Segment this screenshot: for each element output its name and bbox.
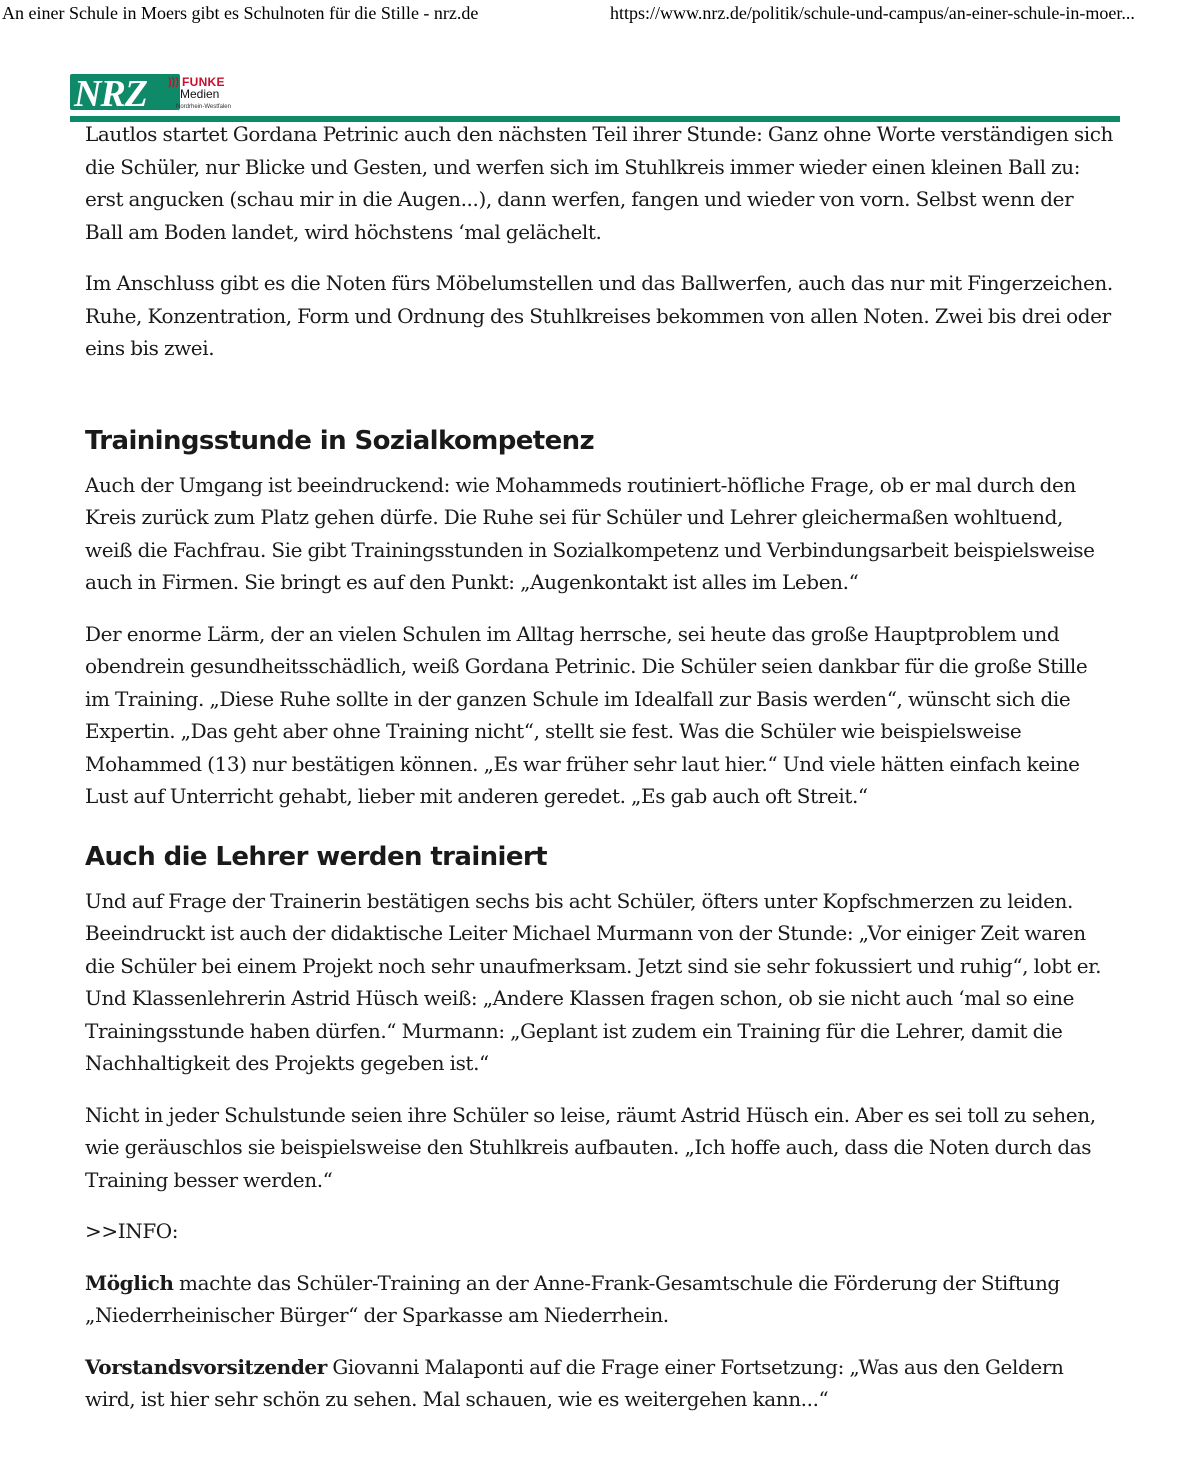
lead-word: Möglich bbox=[85, 1270, 174, 1295]
nrz-logo-box bbox=[70, 73, 180, 115]
lead-word: Vorstandsvorsitzender bbox=[85, 1354, 327, 1379]
paragraph: Lautlos startet Gordana Petrinic auch den nächsten Teil ihrer Stunde: Ganz ohne Worte verständigen sich die Schüler, nur Blicke und Gesten, und werfen sich im Stuhlkreis immer wieder einen kleinen Ball zu: erst angucken (schau mir in die Augen...), dann werfen, fangen und wieder von vorn. Selbst wenn der Ball am Boden landet, wird höchstens ‘mal gelächelt. bbox=[85, 122, 1114, 244]
paragraph: Im Anschluss gibt es die Noten fürs Möbelumstellen und das Ballwerfen, auch das nur mit Fingerzeichen. Ruhe, Konzentration, Form und Ordnung des Stuhlkreises bekommen von allen Noten. Zwei bis drei oder eins bis zwei. bbox=[85, 271, 1113, 360]
section-heading: Trainingsstunde in Sozialkompetenz bbox=[85, 425, 595, 456]
signal-icon: ))) bbox=[168, 76, 179, 88]
article-body bbox=[85, 118, 1115, 1435]
region-label: Nordrhein-Westfalen bbox=[176, 104, 231, 110]
paragraph bbox=[85, 1267, 1115, 1332]
nrz-logo[interactable] bbox=[70, 72, 270, 120]
paragraph: Der enorme Lärm, der an vielen Schulen im Alltag herrsche, sei heute das große Hauptproblem und obendrein gesundheitsschädlich, weiß Gordana Petrinic. Die Schüler seien dankbar für die große Stille im Training. „Diese Ruhe sollte in der ganzen Schule im Idealfall zur Basis werden“, wünscht sich die Expertin. „Das geht aber ohne Training nicht“, stellt sie fest. Was die Schüler wie beispielsweise Mohammed (13) nur bestätigen können. „Es war früher sehr laut hier.“ Und viele hätten einfach keine Lust auf Unterricht gehabt, lieber mit anderen geredet. „Es gab auch oft Streit.“ bbox=[85, 621, 1088, 808]
print-page-url: https://www.nrz.de/politik/schule-und-campus/an-einer-schule-in-moer... bbox=[610, 3, 1135, 23]
paragraph-text: machte das Schüler-Training an der Anne-Frank-Gesamtschule die Förderung der Stiftung „Niederrheinischer Bürger“ der Sparkasse am Niederrhein. bbox=[85, 1270, 1060, 1327]
paragraph: Und auf Frage der Trainerin bestätigen sechs bis acht Schüler, öfters unter Kopfschmerzen zu leiden. Beeindruckt ist auch der didaktische Leiter Michael Murmann von der Stunde: „Vor einiger Zeit waren die Schüler bei einem Projekt noch sehr unaufmerksam. Jetzt sind sie sehr fokussiert und ruhig“, lobt er. Und Klassenlehrerin Astrid Hüsch weiß: „Andere Klassen fragen schon, ob sie nicht auch ‘mal so eine Trainingsstunde haben dürfen.“ Murmann: „Geplant ist zudem ein Training für die Lehrer, damit die Nachhaltigkeit des Projekts gegeben ist.“ bbox=[85, 888, 1102, 1075]
paragraph: Nicht in jeder Schulstunde seien ihre Schüler so leise, räumt Astrid Hüsch ein. Aber es sei toll zu sehen, wie geräuschlos sie beispielsweise den Stuhlkreis aufbauten. „Ich hoffe auch, dass die Noten durch das Training besser werden.“ bbox=[85, 1102, 1096, 1192]
medien-wordmark: Medien bbox=[180, 87, 220, 101]
paragraph: Auch der Umgang ist beeindruckend: wie Mohammeds routiniert-höfliche Frage, ob er mal durch den Kreis zurück zum Platz gehen dürfe. Die Ruhe sei für Schüler und Lehrer gleichermaßen wohltuend, weiß die Fachfrau. Sie gibt Trainingsstunden in Sozialkompetenz und Verbindungsarbeit beispielsweise auch in Firmen. Sie bringt es auf den Punkt: „Augenkontakt ist alles im Leben.“ bbox=[85, 472, 1095, 594]
section-heading: Auch die Lehrer werden trainiert bbox=[85, 841, 547, 872]
print-header bbox=[0, 0, 1190, 28]
paragraph-text: Giovanni Malaponti auf die Frage einer Fortsetzung: „Was aus den Geldern wird, ist hier sehr schön zu sehen. Mal schauen, wie es weitergehen kann...“ bbox=[85, 1354, 1064, 1411]
info-label: >>INFO: bbox=[85, 1219, 179, 1243]
print-page-title: An einer Schule in Moers gibt es Schulnoten für die Stille - nrz.de bbox=[2, 3, 479, 23]
funke-wordmark: FUNKE bbox=[182, 75, 225, 89]
paragraph bbox=[85, 1351, 1115, 1416]
nrz-wordmark: NRZ bbox=[74, 73, 147, 115]
